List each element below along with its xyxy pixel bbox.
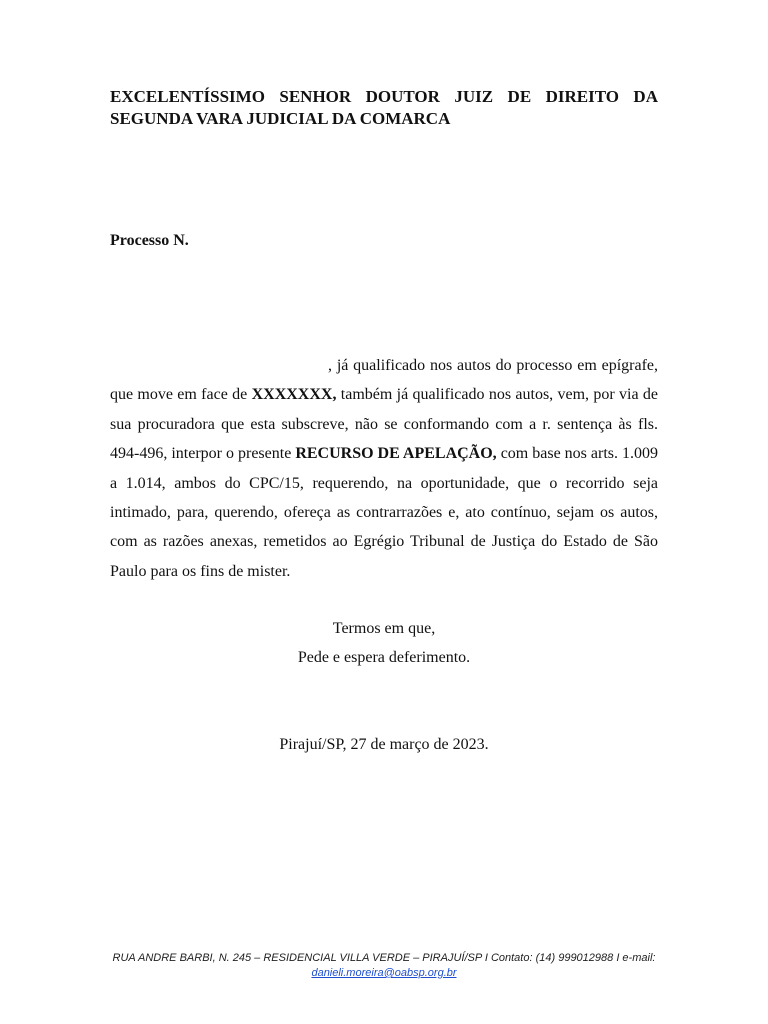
document-heading [110, 86, 658, 130]
body-text-1: , já qualificado nos autos do processo em epígrafe, que move em face de [110, 357, 658, 404]
appeal-title: RECURSO DE APELAÇÃO, [295, 445, 497, 463]
body-text-2: também já qualificado nos autos, vem, por via de sua procuradora que esta subscreve, não se conformando com a r. sentença às fls. 494-496, interpor o presente [110, 386, 658, 463]
footer-email-link[interactable]: danieli.moreira@oabsp.org.br [311, 967, 457, 979]
opposing-party: XXXXXXX, [251, 386, 337, 404]
body-text-3: com base nos arts. 1.009 a 1.014, ambos do CPC/15, requerendo, na oportunidade, que o recorrido seja intimado, para, querendo, ofereça as contrarrazões e, ato contínuo, sejam os autos, com as razões anexas, remetidos ao Egrégio Tribunal de Justiça do Estado de São Paulo para os fins de mister. [110, 445, 659, 580]
process-number-label: Processo N. [110, 232, 189, 249]
footer-address: RUA ANDRE BARBI, N. 245 – RESIDENCIAL VILLA VERDE – PIRAJUÍ/SP I Contato: (14) 999012988 I e-mail: [112, 952, 656, 964]
heading-line-2: SEGUNDA VARA JUDICIAL DA COMARCA [110, 109, 451, 128]
petition-body [110, 351, 658, 586]
heading-line-1: EXCELENTÍSSIMO SENHOR DOUTOR JUIZ DE DIREITO DA [110, 87, 658, 106]
footer [60, 951, 708, 981]
closing-line-1: Termos em que, [332, 620, 436, 637]
closing-line-2: Pede e espera deferimento. [297, 649, 471, 666]
place-and-date: Pirajuí/SP, 27 de março de 2023. [279, 736, 489, 753]
